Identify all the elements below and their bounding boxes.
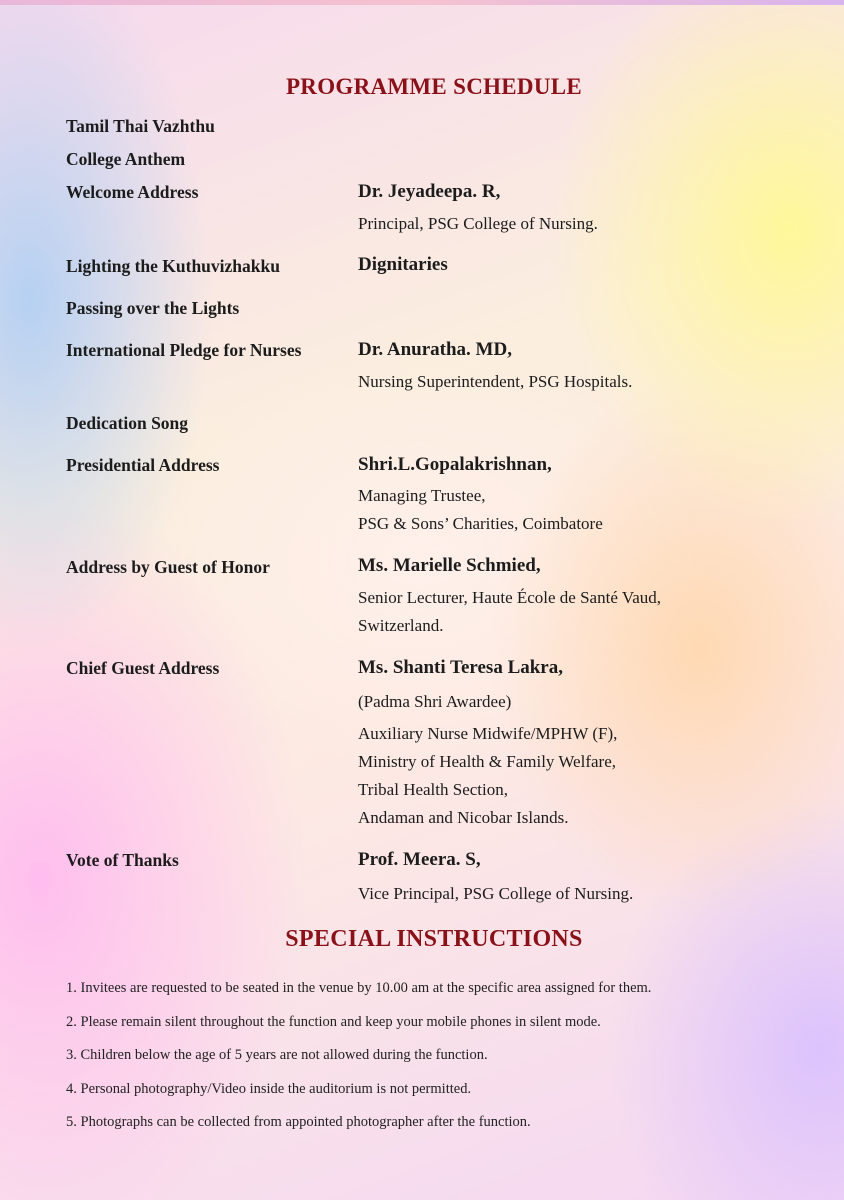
speaker-detail: Andaman and Nicobar Islands. <box>358 808 569 827</box>
speaker-detail: (Padma Shri Awardee) <box>358 692 512 711</box>
speaker-welcome-address: Dr. Jeyadeepa. R, <box>358 181 501 202</box>
event-guest-of-honor: Address by Guest of Honor <box>66 557 270 577</box>
instruction-item: 4. Personal photography/Video inside the auditorium is not permitted. <box>66 1081 472 1097</box>
event-presidential-address: Presidential Address <box>66 455 220 475</box>
programme-schedule-heading: PROGRAMME SCHEDULE <box>285 74 583 99</box>
event-passing-lights: Passing over the Lights <box>66 298 240 318</box>
instruction-item: 1. Invitees are requested to be seated in the venue by 10.00 am at the specific area assigned for them. <box>66 980 652 996</box>
speaker-detail: Tribal Health Section, <box>358 780 508 799</box>
special-instructions-heading: SPECIAL INSTRUCTIONS <box>285 926 583 952</box>
instruction-item: 3. Children below the age of 5 years are not allowed during the function. <box>66 1047 488 1063</box>
speaker-detail: Senior Lecturer, Haute École de Santé Vaud, <box>358 588 662 607</box>
speaker-detail: Vice Principal, PSG College of Nursing. <box>358 884 634 903</box>
event-lighting-kuthuvizhakku: Lighting the Kuthuvizhakku <box>66 256 280 276</box>
instruction-item: 2. Please remain silent throughout the function and keep your mobile phones in silent mode. <box>66 1014 601 1030</box>
speaker-international-pledge: Dr. Anuratha. MD, <box>358 339 512 360</box>
event-international-pledge: International Pledge for Nurses <box>66 340 302 360</box>
speaker-detail: Principal, PSG College of Nursing. <box>358 214 598 233</box>
speaker-detail: Ministry of Health & Family Welfare, <box>358 752 616 771</box>
speaker-detail: Switzerland. <box>358 616 444 635</box>
speaker-detail: PSG & Sons’ Charities, Coimbatore <box>358 514 603 533</box>
speaker-guest-of-honor: Ms. Marielle Schmied, <box>358 555 541 576</box>
event-vote-of-thanks: Vote of Thanks <box>66 850 179 870</box>
top-border-strip <box>0 0 844 5</box>
speaker-presidential-address: Shri.L.Gopalakrishnan, <box>358 454 552 475</box>
instruction-item: 5. Photographs can be collected from appointed photographer after the function. <box>66 1114 531 1130</box>
speaker-vote-of-thanks: Prof. Meera. S, <box>358 849 481 870</box>
event-dedication-song: Dedication Song <box>66 413 189 433</box>
speaker-detail: Managing Trustee, <box>358 486 486 505</box>
speaker-detail: Nursing Superintendent, PSG Hospitals. <box>358 372 633 391</box>
speaker-detail: Auxiliary Nurse Midwife/MPHW (F), <box>358 724 618 743</box>
event-tamil-thai-vazhthu: Tamil Thai Vazhthu <box>66 116 215 136</box>
event-welcome-address: Welcome Address <box>66 182 199 202</box>
speaker-lighting: Dignitaries <box>358 254 448 275</box>
speaker-chief-guest: Ms. Shanti Teresa Lakra, <box>358 657 563 678</box>
event-chief-guest-address: Chief Guest Address <box>66 658 220 678</box>
event-college-anthem: College Anthem <box>66 149 186 169</box>
